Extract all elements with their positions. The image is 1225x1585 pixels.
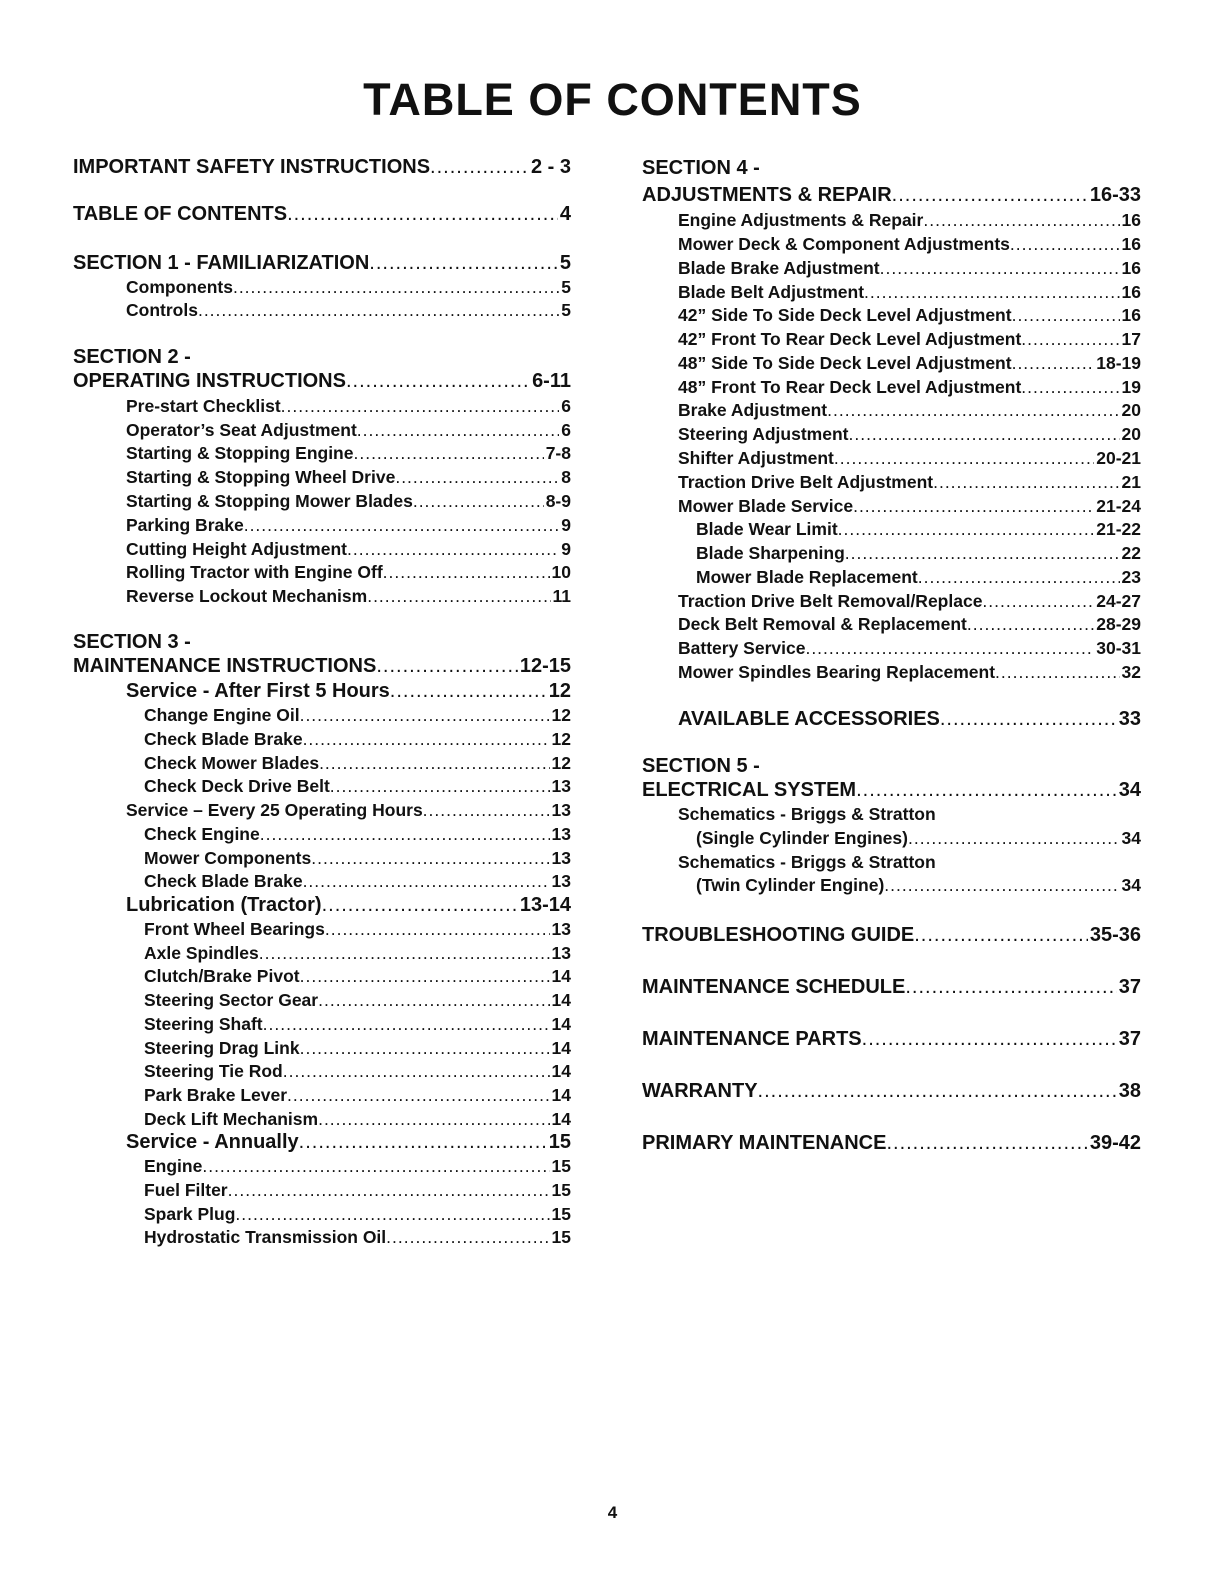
toc-entry-park-brake-lever[interactable]: Park Brake Lever ..... 14 <box>144 1083 571 1107</box>
toc-entry-cutting-height[interactable]: Cutting Height Adjustment ..... 9 <box>126 537 571 561</box>
toc-entry-check-mower-blades[interactable]: Check Mower Blades ..... 12 <box>144 751 571 775</box>
toc-entry-operating-instructions[interactable]: OPERATING INSTRUCTIONS ..... 6-11 <box>73 369 571 393</box>
toc-entry-steering-tie-rod[interactable]: Steering Tie Rod ..... 14 <box>144 1059 571 1083</box>
toc-entry-service-first-5-hours[interactable]: Service - After First 5 Hours ..... 12 <box>126 679 571 703</box>
toc-entry-deck-belt-removal[interactable]: Deck Belt Removal & Replacement ..... 28-29 <box>678 612 1141 636</box>
toc-entry-mower-blades[interactable]: Starting & Stopping Mower Blades ..... 8-9 <box>126 489 571 513</box>
toc-entry-components[interactable]: Components ..... 5 <box>126 275 571 299</box>
toc-entry-deck-component-adjustments[interactable]: Mower Deck & Component Adjustments ..... 16 <box>678 232 1141 256</box>
toc-heading-section-4: SECTION 4 - <box>642 157 760 179</box>
toc-entry-check-blade-brake-1[interactable]: Check Blade Brake ..... 12 <box>144 727 571 751</box>
toc-entry-steering-sector-gear[interactable]: Steering Sector Gear ..... 14 <box>144 988 571 1012</box>
toc-entry-adjustments-repair[interactable]: ADJUSTMENTS & REPAIR ..... 16-33 <box>642 183 1141 207</box>
toc-entry-parking-brake[interactable]: Parking Brake ..... 9 <box>126 513 571 537</box>
page-number: 4 <box>607 1503 618 1522</box>
toc-heading-section-3: SECTION 3 - <box>73 631 191 653</box>
toc-entry-service-25-hours[interactable]: Service – Every 25 Operating Hours ..... 13 <box>126 798 571 822</box>
toc-entry-hydrostatic-oil[interactable]: Hydrostatic Transmission Oil ..... 15 <box>144 1225 571 1249</box>
toc-entry-primary-maintenance[interactable]: PRIMARY MAINTENANCE ..... 39-42 <box>642 1131 1141 1155</box>
toc-entry-traction-belt-adjustment[interactable]: Traction Drive Belt Adjustment ..... 21 <box>678 470 1141 494</box>
toc-entry-starting-engine[interactable]: Starting & Stopping Engine ..... 7-8 <box>126 441 571 465</box>
toc-entry-blade-replacement[interactable]: Mower Blade Replacement ..... 23 <box>696 565 1141 589</box>
toc-entry-mower-blade-service[interactable]: Mower Blade Service ..... 21-24 <box>678 494 1141 518</box>
toc-entry-section-1[interactable]: SECTION 1 - FAMILIARIZATION ..... 5 <box>73 251 571 275</box>
toc-entry-troubleshooting[interactable]: TROUBLESHOOTING GUIDE ..... 35-36 <box>642 923 1141 947</box>
toc-entry-maintenance-instructions[interactable]: MAINTENANCE INSTRUCTIONS ..... 12-15 <box>73 654 571 678</box>
toc-entry-blade-brake-adjustment[interactable]: Blade Brake Adjustment ..... 16 <box>678 256 1141 280</box>
toc-entry-check-blade-brake-2[interactable]: Check Blade Brake ..... 13 <box>144 869 571 893</box>
toc-entry-maintenance-schedule[interactable]: MAINTENANCE SCHEDULE ..... 37 <box>642 975 1141 999</box>
toc-entry-shifter-adjustment[interactable]: Shifter Adjustment ..... 20-21 <box>678 446 1141 470</box>
toc-entry-48-front-to-rear[interactable]: 48” Front To Rear Deck Level Adjustment ..... 19 <box>678 375 1141 399</box>
toc-entry-42-front-to-rear[interactable]: 42” Front To Rear Deck Level Adjustment ..... 17 <box>678 327 1141 351</box>
toc-entry-maintenance-parts[interactable]: MAINTENANCE PARTS ..... 37 <box>642 1027 1141 1051</box>
toc-entry-blade-wear-limit[interactable]: Blade Wear Limit ..... 21-22 <box>696 517 1141 541</box>
toc-entry-48-side-to-side[interactable]: 48” Side To Side Deck Level Adjustment ..... 18-19 <box>678 351 1141 375</box>
toc-entry-check-deck-drive-belt[interactable]: Check Deck Drive Belt ..... 13 <box>144 774 571 798</box>
toc-entry-warranty[interactable]: WARRANTY ..... 38 <box>642 1079 1141 1103</box>
toc-entry-check-engine[interactable]: Check Engine ..... 13 <box>144 822 571 846</box>
toc-entry-steering-shaft[interactable]: Steering Shaft ..... 14 <box>144 1012 571 1036</box>
toc-heading-section-5: SECTION 5 - <box>642 755 760 777</box>
toc-entry-service-annually[interactable]: Service - Annually ..... 15 <box>126 1130 571 1154</box>
toc-heading-schematics-twin: Schematics - Briggs & Stratton <box>678 852 936 872</box>
toc-entry-engine[interactable]: Engine ..... 15 <box>144 1154 571 1178</box>
toc-entry-mower-components[interactable]: Mower Components ..... 13 <box>144 846 571 870</box>
toc-entry-42-side-to-side[interactable]: 42” Side To Side Deck Level Adjustment ..... 16 <box>678 303 1141 327</box>
toc-entry-axle-spindles[interactable]: Axle Spindles ..... 13 <box>144 941 571 965</box>
toc-entry-twin-cylinder[interactable]: (Twin Cylinder Engine) ..... 34 <box>696 873 1141 897</box>
toc-entry-reverse-lockout[interactable]: Reverse Lockout Mechanism ..... 11 <box>126 584 571 608</box>
toc-entry-steering-drag-link[interactable]: Steering Drag Link ..... 14 <box>144 1036 571 1060</box>
toc-entry-spindle-bearing[interactable]: Mower Spindles Bearing Replacement ..... 32 <box>678 660 1141 684</box>
page-title: TABLE OF CONTENTS <box>363 74 862 125</box>
toc-entry-deck-lift-mechanism[interactable]: Deck Lift Mechanism ..... 14 <box>144 1107 571 1131</box>
toc-entry-safety[interactable]: IMPORTANT SAFETY INSTRUCTIONS ..... 2 - 3 <box>73 155 571 179</box>
toc-entry-electrical-system[interactable]: ELECTRICAL SYSTEM ..... 34 <box>642 778 1141 802</box>
toc-entry-battery-service[interactable]: Battery Service ..... 30-31 <box>678 636 1141 660</box>
toc-entry-spark-plug[interactable]: Spark Plug ..... 15 <box>144 1202 571 1226</box>
toc-entry-pre-start-checklist[interactable]: Pre-start Checklist ..... 6 <box>126 394 571 418</box>
toc-entry-blade-sharpening[interactable]: Blade Sharpening ..... 22 <box>696 541 1141 565</box>
toc-entry-brake-adjustment[interactable]: Brake Adjustment ..... 20 <box>678 398 1141 422</box>
toc-entry-fuel-filter[interactable]: Fuel Filter ..... 15 <box>144 1178 571 1202</box>
toc-entry-clutch-brake-pivot[interactable]: Clutch/Brake Pivot ..... 14 <box>144 964 571 988</box>
toc-heading-section-2: SECTION 2 - <box>73 346 191 368</box>
toc-entry-wheel-drive[interactable]: Starting & Stopping Wheel Drive ..... 8 <box>126 465 571 489</box>
toc-entry-single-cylinder[interactable]: (Single Cylinder Engines) ..... 34 <box>696 826 1141 850</box>
toc-entry-seat-adjustment[interactable]: Operator’s Seat Adjustment ..... 6 <box>126 418 571 442</box>
toc-entry-controls[interactable]: Controls ..... 5 <box>126 298 571 322</box>
toc-heading-schematics-single: Schematics - Briggs & Stratton <box>678 804 936 824</box>
toc-entry-lubrication[interactable]: Lubrication (Tractor) ..... 13-14 <box>126 893 571 917</box>
toc-entry-front-wheel-bearings[interactable]: Front Wheel Bearings ..... 13 <box>144 917 571 941</box>
toc-entry-steering-adjustment[interactable]: Steering Adjustment ..... 20 <box>678 422 1141 446</box>
toc-entry-change-engine-oil[interactable]: Change Engine Oil ..... 12 <box>144 703 571 727</box>
toc-entry-traction-belt-removal[interactable]: Traction Drive Belt Removal/Replace ..... 24-27 <box>678 589 1141 613</box>
toc-entry-available-accessories[interactable]: AVAILABLE ACCESSORIES ..... 33 <box>678 707 1141 731</box>
toc-entry-blade-belt-adjustment[interactable]: Blade Belt Adjustment ..... 16 <box>678 280 1141 304</box>
toc-entry-table-of-contents[interactable]: TABLE OF CONTENTS ..... 4 <box>73 202 571 226</box>
toc-entry-engine-adjustments[interactable]: Engine Adjustments & Repair ..... 16 <box>678 208 1141 232</box>
toc-entry-rolling-tractor[interactable]: Rolling Tractor with Engine Off ..... 10 <box>126 560 571 584</box>
